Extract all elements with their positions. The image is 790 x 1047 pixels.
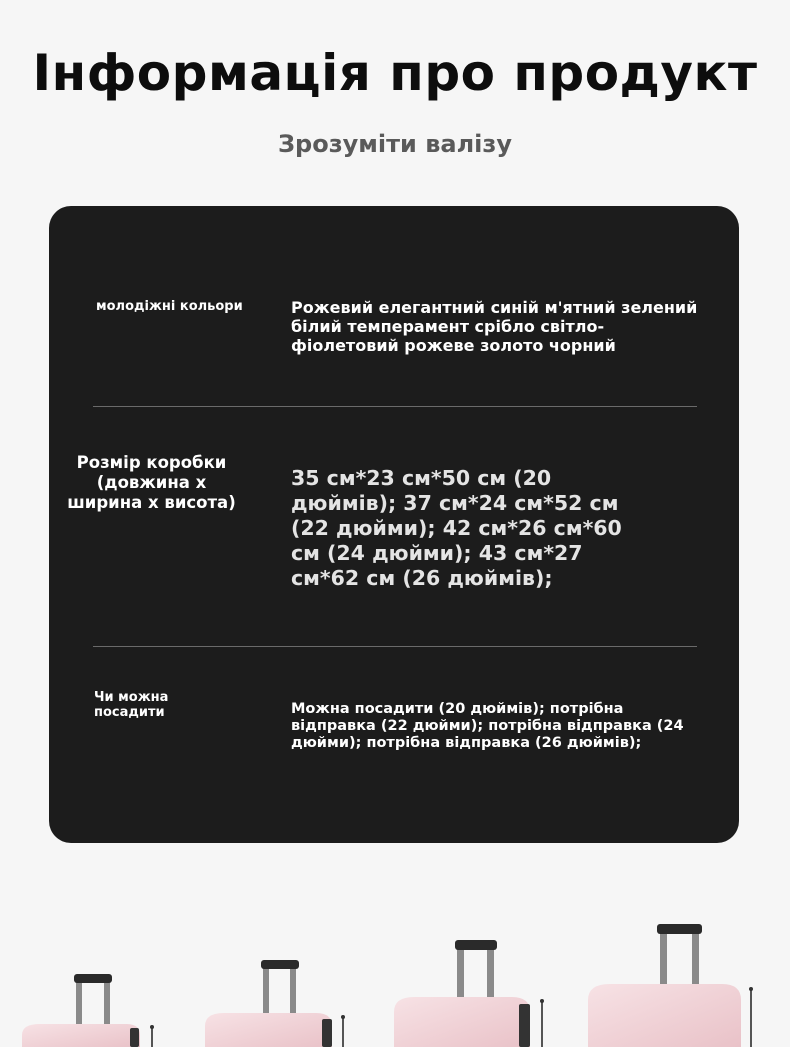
suitcase-24-icon [394,940,544,1047]
divider [93,646,697,647]
suitcase-22-icon [205,960,345,1047]
luggage-lineup-image [0,900,790,1047]
page-title: Інформація про продукт [32,44,758,102]
size-value: 35 см*23 см*50 см (20 дюймів); 37 см*24 см*52 см (22 дюйми); 42 см*26 см*60 см (24 дюйми); 43 см*27 см*62 см (26 дюймів); [291,466,622,590]
spec-card [49,206,739,843]
suitcase-26-icon [588,924,753,1047]
size-label: Розмір коробки (довжина x ширина x висота) [67,453,236,512]
divider [93,406,697,407]
page-subtitle: Зрозуміти валізу [277,130,512,158]
boarding-value: Можна посадити (20 дюймів); потрібна відправка (22 дюйми); потрібна відправка (24 дюйми); потрібна відправка (26 дюймів); [291,701,684,751]
boarding-label: Чи можна посадити [94,690,169,720]
colors-value: Рожевий елегантний синій м'ятний зелений білий темперамент срібло світло-фіолетовий рожеве золото чорний [291,298,698,355]
colors-label: молодіжні кольори [96,299,243,314]
suitcase-20-icon [22,974,154,1047]
